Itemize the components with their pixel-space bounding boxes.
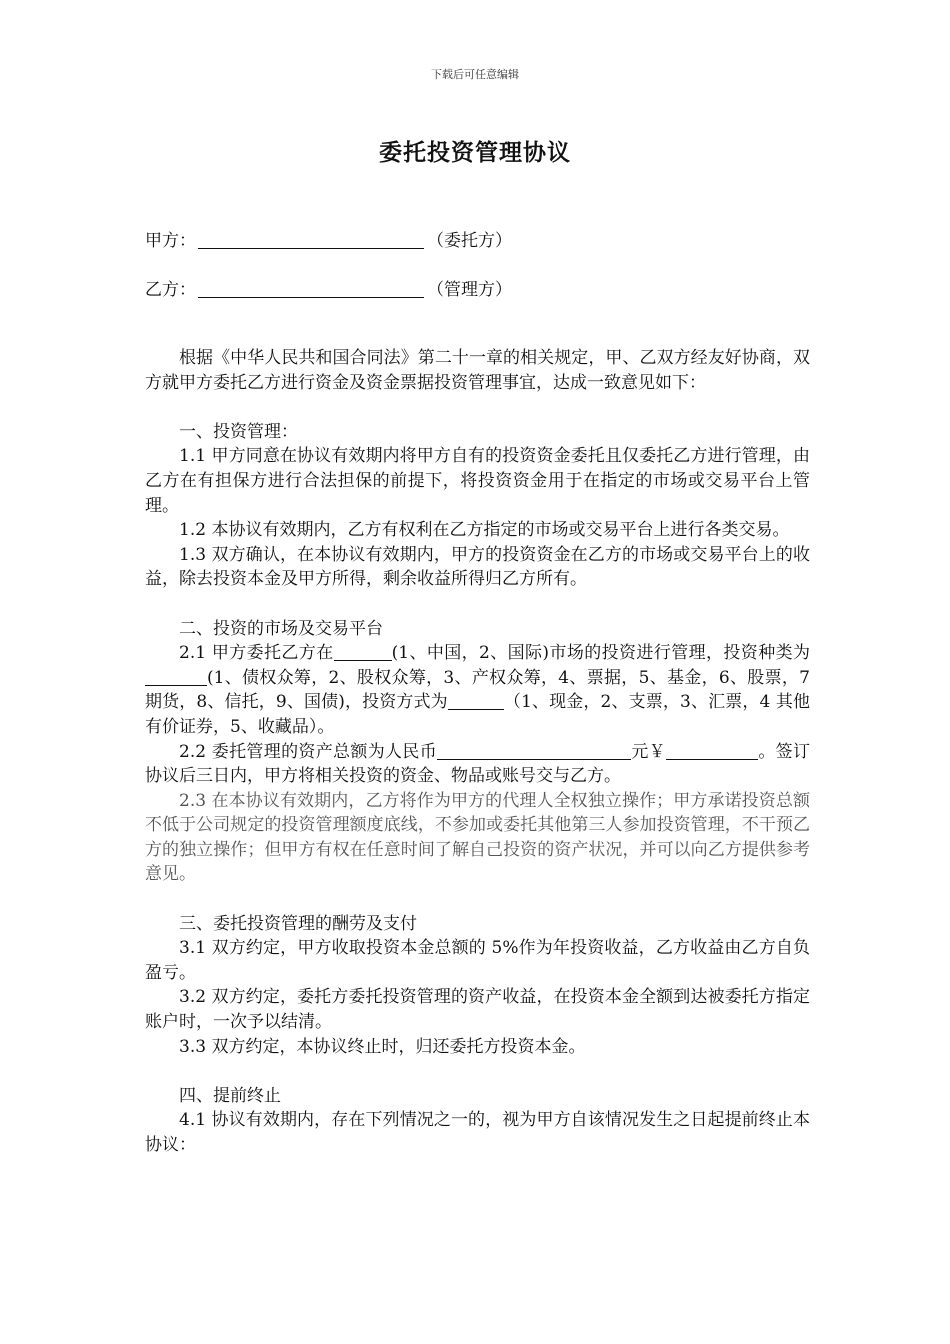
party-b-label: 乙方： (145, 280, 196, 300)
clause-1-1: 1.1 甲方同意在协议有效期内将甲方自有的投资资金委托且仅委托乙方进行管理，由乙方在有担保方进行合法担保的前提下，将投资资金用于在指定的市场或交易平台上管理。 (145, 446, 810, 516)
clause-3-1: 3.1 双方约定，甲方收取投资本金总额的 5%作为年投资收益，乙方收益由乙方自负盈亏。 (145, 938, 810, 983)
section4-heading: 四、提前终止 (179, 1085, 281, 1106)
party-a-role: （委托方） (427, 231, 512, 251)
market-blank (334, 644, 392, 661)
clause-2-1: 2.1 甲方委托乙方在 (1、中国，2、国际)市场的投资进行管理，投资种类为(1、债权众筹，2、股权众筹，3、产权众筹，4、票据，5、基金，6、股票，7 期货，8、信托，9、国债)，投资方式为 （1、现金，2、支票，3、汇票，4 其他有价证券，5、收藏品）。 (145, 643, 810, 737)
intro-paragraph: 根据《中华人民共和国合同法》第二十一章的相关规定，甲、乙双方经友好协商，双方就甲方委托乙方进行资金及资金票据投资管理事宜，达成一致意见如下： (145, 348, 810, 393)
party-b-line (145, 275, 512, 300)
header-note: 下载后可任意编辑 (431, 68, 519, 81)
section3-heading: 三、委托投资管理的酬劳及支付 (179, 913, 417, 934)
investment-method-blank (448, 693, 504, 710)
clause-1-3: 1.3 双方确认，在本协议有效期内，甲方的投资资金在乙方的市场或交易平台上的收益，除去投资本金及甲方所得，剩余收益所得归乙方所有。 (145, 544, 810, 590)
section1-heading: 一、投资管理： (179, 421, 298, 442)
investment-type-blank (145, 669, 207, 686)
clause-1-2: 1.2 本协议有效期内，乙方有权利在乙方指定的市场或交易平台上进行各类交易。 (179, 520, 790, 541)
clause-2-2: 2.2 委托管理的资产总额为人民币 元￥ 。签订协议后三日内，甲方将相关投资的资金、物品或账号交与乙方。 (145, 741, 810, 787)
party-b-role: （管理方） (427, 280, 512, 300)
party-a-blank (198, 231, 424, 249)
clause-3-3: 3.3 双方约定，本协议终止时，归还委托方投资本金。 (179, 1036, 586, 1057)
agreement-body (145, 346, 810, 1158)
clause-4-1: 4.1 协议有效期内，存在下列情况之一的，视为甲方自该情况发生之日起提前终止本协议： (145, 1110, 810, 1155)
clause-3-2: 3.2 双方约定，委托方委托投资管理的资产收益，在投资本金全额到达被委托方指定账户时，一次予以结清。 (145, 987, 810, 1033)
clause-2-3: 2.3 在本协议有效期内，乙方将作为甲方的代理人全权独立操作；甲方承诺投资总额不低于公司规定的投资管理额度底线，不参加或委托其他第三人参加投资管理，不干预乙方的独立操作；但甲方有权在任意时间了解自己投资的资产状况，并可以向乙方提供参考意见。 (145, 790, 810, 885)
section2-heading: 二、投资的市场及交易平台 (179, 618, 383, 639)
party-a-label: 甲方： (145, 231, 196, 251)
amount-rmb-blank (437, 743, 631, 760)
party-b-blank (198, 280, 424, 298)
party-a-line (145, 226, 512, 251)
document-title: 委托投资管理协议 (379, 140, 571, 166)
amount-yen-blank (666, 743, 758, 760)
